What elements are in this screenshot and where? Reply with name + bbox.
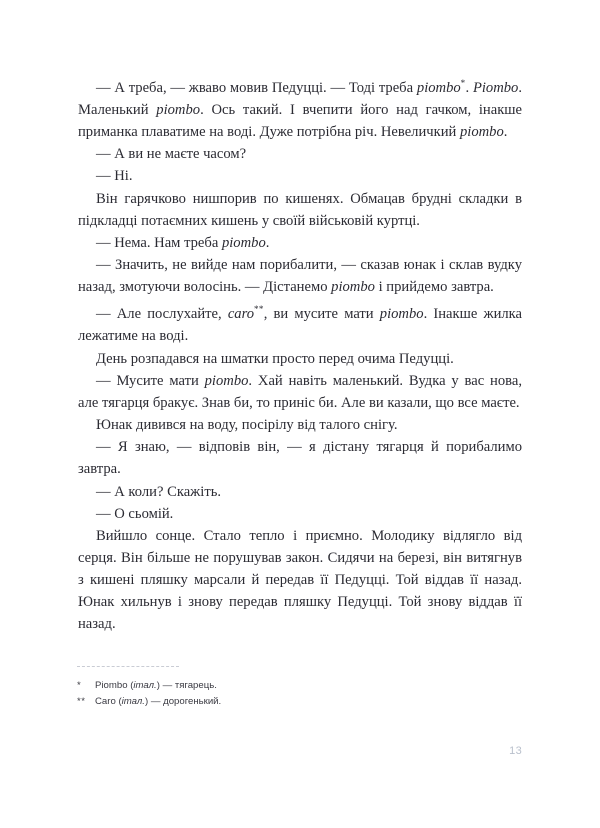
body-paragraph: — Мусите мати piombo. Хай навіть маленький. Вудка у вас нова, але тягарця бракує. Знав би, то приніс би. Але ви казали, що все маєте. <box>78 372 522 411</box>
footnote-text: Caro (італ.) — дорогенький. <box>95 696 222 707</box>
body-paragraph: — Я знаю, — відповів він, — я дістану тягарця й порибалимо завтра. <box>78 439 522 478</box>
body-paragraph: — Але послухайте, caro**, ви мусите мати piombo. Інакше жилка лежатиме на воді. <box>78 304 523 345</box>
body-paragraph: День розпадався на шматки просто перед очима Педуцці. <box>96 350 454 367</box>
page-body-text <box>78 72 522 636</box>
footnote-list <box>77 678 521 710</box>
page-number: 13 <box>509 745 522 757</box>
footnote-item <box>77 694 521 710</box>
footnote-text: Piombo (італ.) — тягарець. <box>95 680 217 691</box>
body-paragraph: — А треба, — жваво мовив Педуцці. — Тоді треба piombo*. Piombo. Маленький piombo. Ось такий. І вчепити його над гачком, інакше приманка плаватиме на воді. Дуже потрібна річ. Невеличкий piombo. <box>78 78 523 141</box>
body-paragraph: Вийшло сонце. Стало тепло і приємно. Молодику відлягло від серця. Він більше не порушував закон. Сидячи на березі, він витягнув з кишені пляшку марсали й передав її Педуцці. Той віддав її назад. Юнак хильнув і знову передав пляшку Педуцці. Той знову віддав її назад. <box>78 527 522 633</box>
footnote-section <box>77 666 521 710</box>
body-paragraph: Він гарячково нишпорив по кишенях. Обмацав брудні складки в підкладці потаємних кишень у своїй військовій куртці. <box>78 190 522 229</box>
body-paragraph: — Нема. Нам треба piombo. <box>96 234 270 251</box>
footnote-marker: ** <box>77 696 86 707</box>
body-paragraph: — Ні. <box>96 168 133 185</box>
footnote-marker: * <box>77 680 82 691</box>
body-paragraph: Юнак дивився на воду, посірілу від талого снігу. <box>96 417 398 434</box>
body-paragraph: — А коли? Скажіть. <box>96 483 222 500</box>
body-paragraph: — Значить, не вийде нам порибалити, — сказав юнак і склав вудку назад, змотуючи волосінь. — Дістанемо piombo і прийдемо завтра. <box>78 257 522 296</box>
footnote-item <box>77 678 521 694</box>
body-paragraph: — А ви не маєте часом? <box>96 146 247 163</box>
footnote-separator-rule <box>77 666 179 668</box>
body-paragraph: — О сьомій. <box>96 505 174 522</box>
